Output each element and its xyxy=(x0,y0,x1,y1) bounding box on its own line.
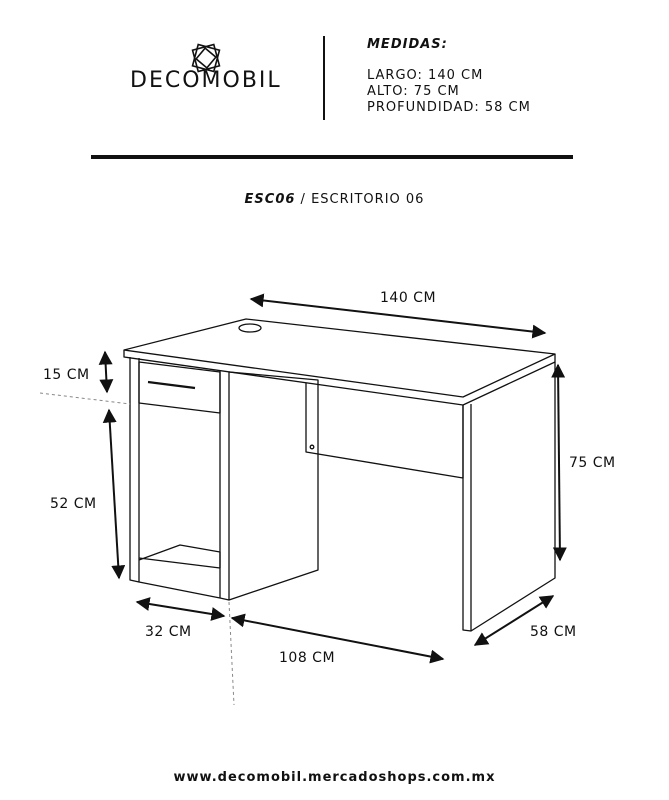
cabinet-left-side xyxy=(130,357,139,582)
cable-grommet xyxy=(239,324,261,332)
label-depth: 58 CM xyxy=(530,624,577,640)
drawer-front xyxy=(139,362,220,413)
arrow-total-height xyxy=(558,365,560,560)
cabinet-side xyxy=(229,372,318,600)
cabinet-shelf xyxy=(139,545,220,568)
spec-height: ALTO: 75 CM xyxy=(367,84,460,99)
guide-line-drawer xyxy=(40,393,130,404)
modesty-panel xyxy=(306,383,463,478)
drawer-handle xyxy=(148,382,195,388)
arrow-cabinet-width xyxy=(137,602,224,616)
brand-name: DECOMOBIL xyxy=(130,68,282,93)
panel-hole xyxy=(310,445,314,449)
product-separator: / xyxy=(295,192,312,207)
label-opening-width: 108 CM xyxy=(279,650,336,666)
cabinet-base xyxy=(139,582,220,598)
cabinet-front-right xyxy=(220,370,229,600)
right-leg xyxy=(463,362,555,631)
footer-url: www.decomobil.mercadoshops.com.mx xyxy=(173,770,496,785)
label-total-height: 75 CM xyxy=(569,455,616,471)
spec-length: LARGO: 140 CM xyxy=(367,68,484,83)
tabletop-edge xyxy=(124,350,555,405)
label-cabinet-height: 52 CM xyxy=(50,496,97,512)
label-cabinet-width: 32 CM xyxy=(145,624,192,640)
label-length: 140 CM xyxy=(380,290,437,306)
product-name: ESCRITORIO 06 xyxy=(311,192,425,207)
spec-depth: PROFUNDIDAD: 58 CM xyxy=(367,100,531,115)
arrow-opening-width xyxy=(232,618,443,659)
label-drawer-height: 15 CM xyxy=(43,367,90,383)
arrow-drawer-height xyxy=(105,352,107,392)
arrow-cabinet-height xyxy=(109,410,119,578)
specs-title: MEDIDAS: xyxy=(367,37,448,52)
tabletop-outline xyxy=(124,319,555,397)
product-code: ESC06 xyxy=(244,192,296,207)
